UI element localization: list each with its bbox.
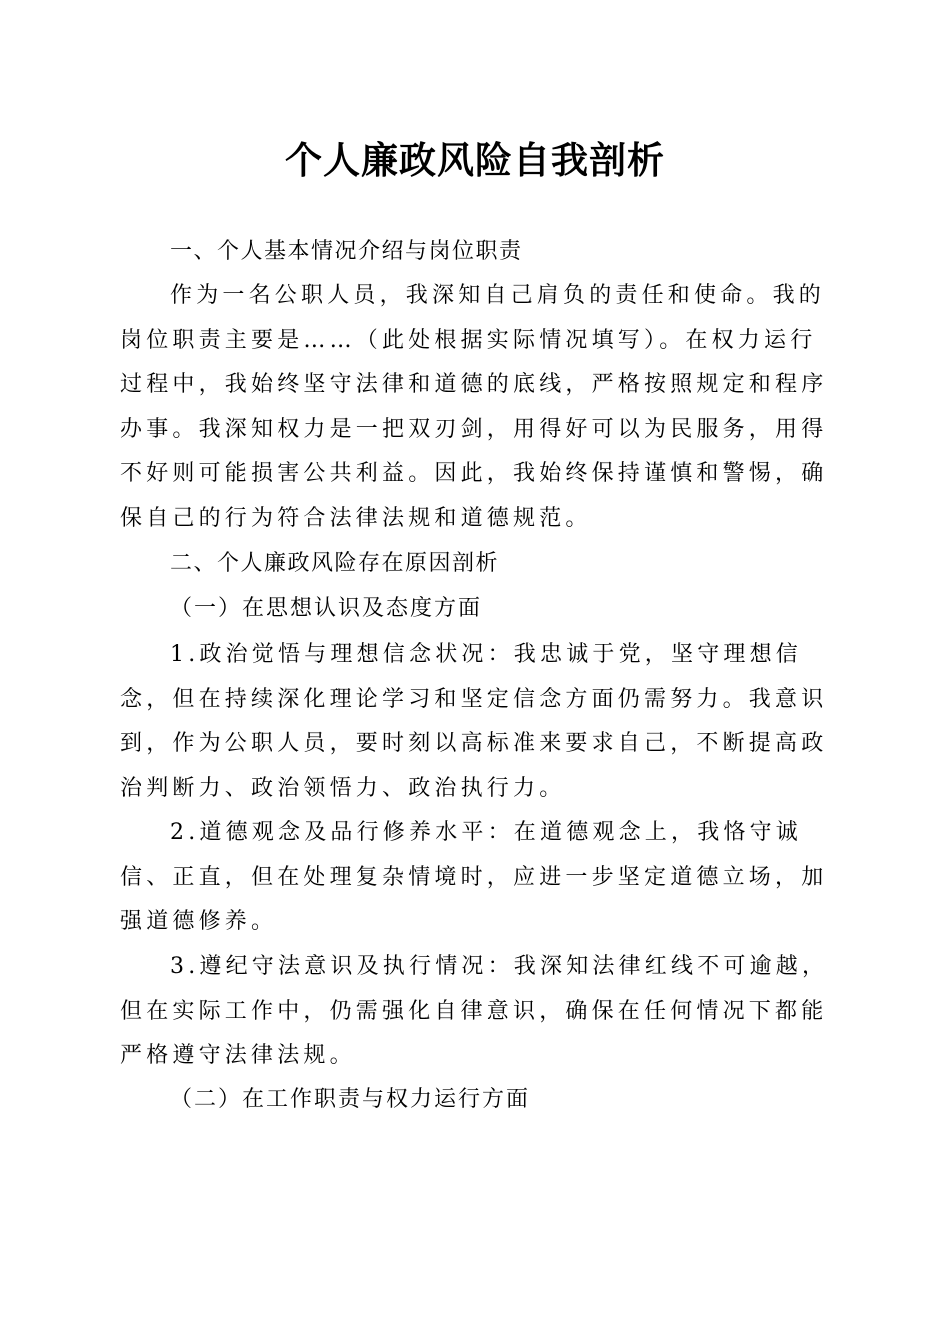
subsection-1-item-3 (120, 945, 832, 1079)
subsection-1-item-1 (120, 633, 832, 811)
subsection-heading-1: （一）在思想认识及态度方面 (170, 596, 483, 621)
list-item: 3.遵纪守法意识及执行情况：我深知法律红线不可逾越，但在实际工作中，仍需强化自律意识，确保在任何情况下都能严格遵守法律法规。 (120, 954, 829, 1069)
section-1-body (120, 274, 832, 542)
subsection-heading-2: （二）在工作职责与权力运行方面 (170, 1087, 531, 1112)
section-heading-1: 一、个人基本情况介绍与岗位职责 (170, 239, 523, 264)
list-item: 1.政治觉悟与理想信念状况：我忠诚于党，坚守理想信念，但在持续深化理论学习和坚定信念方面仍需努力。我意识到，作为公职人员，要时刻以高标准来要求自己，不断提高政治判断力、政治领悟力、政治执行力。 (120, 642, 828, 801)
list-item: 2.道德观念及品行修养水平：在道德观念上，我恪守诚信、正直，但在处理复杂情境时，应进一步坚定道德立场，加强道德修养。 (120, 820, 828, 935)
paragraph-job-duties: 作为一名公职人员，我深知自己肩负的责任和使命。我的岗位职责主要是……（此处根据实际情况填写）。在权力运行过程中，我始终坚守法律和道德的底线，严格按照规定和程序办事。我深知权力是一把双刃剑，用得好可以为民服务，用得不好则可能损害公共利益。因此，我始终保持谨慎和警惕，确保自己的行为符合法律法规和道德规范。 (120, 283, 828, 531)
subsection-1-item-2 (120, 811, 832, 945)
section-heading-2: 二、个人廉政风险存在原因剖析 (170, 551, 500, 576)
document-title: 个人廉政风险自我剖析 (285, 138, 665, 182)
